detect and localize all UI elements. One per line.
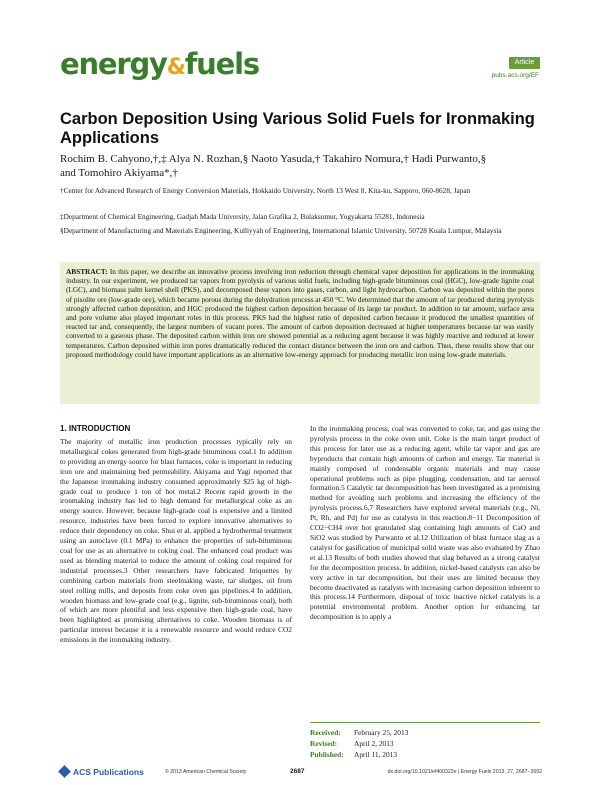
- body-column-right: In the ironmaking process, coal was converted to coke, tar, and gas using the pyrolysis process in the coke oven unit. Coke is the main target product of this process for later use as a reducing agent, while tar vapor and gas are byproducts that contain high amounts of carbon and energy. Tar material is mainly composed of condensable organic materials and may cause operational problems such as pipe plugging, condensation, and tar aerosol formation.5 Catalytic tar decomposition has been investigated as a promising method for avoiding such problems and increasing the efficiency of the pyrolysis process.6,7 Researchers have explored several materials (e.g., Ni, Pt, Rh, and Pd) for use as catalysts in this reaction.8−11 Decomposition of CO2−CH4 over hot granulated slag containing high amounts of CaO and SiO2 was studied by Purwanto et al.12 Utilization of blast furnace slag as a catalyst for gasification of municipal solid waste was also evaluated by Zhao et al.13 Results of both studies showed that slag behaved as a strong catalyst for the decomposition process. In addition, nickel-based catalysts can also be very active in tar decomposition, but their uses are limited because they become deactivated as catalysts with increasing carbon deposition inherent to this process.14 Furthermore, disposal of toxic inactive nickel catalysts is a potential environmental problem. Another option for enhancing tar decomposition is to apply a: [310, 424, 540, 622]
- date-published: Published: April 11, 2013: [310, 750, 398, 759]
- journal-url-link[interactable]: pubs.acs.org/EF: [491, 72, 539, 79]
- affiliation-3: §Department of Manufacturing and Materials Engineering, Kulliyyah of Engineering, International Islamic University, 50728 Kuala Lumpur, Malaysia: [60, 226, 502, 235]
- copyright-notice: © 2013 American Chemical Society: [165, 769, 247, 775]
- affiliation-1: †Center for Advanced Research of Energy Conversion Materials, Hokkaido University, North 13 West 8, Kita-ku, Sapporo, 060-8628, Japan: [60, 186, 471, 195]
- date-received: Received: February 25, 2013: [310, 728, 409, 737]
- author-line-2: and Tomohiro Akiyama*,†: [60, 167, 178, 179]
- body-column-left: The majority of metallic iron production processes typically rely on metallurgical cokes generated from high-grade bituminous coal.1 In addition to providing an energy source for blast furnaces, coke is important in reducing iron ore and maintaining bed permeability. Akiyama and Yagi reported that the Japanese ironmaking industry consumed approximately $25 kg of high-grade coal to produce 1 ton of hot metal.2 Recent rapid growth in the ironmaking industry has led to high demand for metallurgical coke as an energy source. However, because high-grade coal is expensive and a limited resource, industries have been forced to explore innovative alternatives to reduce their dependency on coke. Shui et al. applied a hydrothermal treatment using an autoclave (0.1 MPa) to enhance the properties of sub-bituminous coal for use as an alternative to coking coal. The enhanced coal product was used as blending material to reduce the amount of coking coal required for industrial processes.3 Other researchers have fabricated briquettes by combining carbon materials from steelmaking waste, tar sludges, oil from steel rolling mills, and deposits from coke oven gas pipelines.4 In addition, wooden biomass and low-grade coal (e.g., lignite, sub-bituminous coal), both of which are more plentiful and less expensive then high-grade coal, have been highlighted as promising alternatives to coke. Wooden biomass is of particular interest because it is a renewable resource and would reduce CO2 emissions in the ironmaking industry.: [60, 437, 292, 645]
- logo-ampersand: &: [166, 55, 185, 80]
- abstract-label: ABSTRACT:: [66, 267, 108, 276]
- author-line-1: Rochim B. Cahyono,†,‡ Alya N. Rozhan,§ Naoto Yasuda,† Takahiro Nomura,† Hadi Purwanto,§: [60, 153, 487, 165]
- date-revised: Revised: April 2, 2013: [310, 739, 394, 748]
- paper-title: Carbon Deposition Using Various Solid Fuels for Ironmaking Applications: [60, 110, 535, 147]
- abstract-text: In this paper, we describe an innovative process involving iron reduction through chemical vapor deposition for applications in the ironmaking industry. In our experiment, we produced tar vapors from pyrolysis of various solid fuels, including high-grade bituminous coal (HGC), low-grade lignite coal (LGC), and biomass palm kernel shell (PKS), and decomposed these vapors into gases, carbon, and light hydrocarbon. Carbon was deposited within the pores of pisolite ore (low-grade ore), which became porous during the dehydration process at 450 °C. We determined that the amount of tar produced during pyrolysis strongly affected carbon deposition, and HGC produced the highest carbon deposition because of its large tar product. In addition to tar amount, surface area and pore volume also played important roles in this process. PKS had the highest ratio of deposited carbon because it produced the smallest quantities of reacted tar and, consequently, the largest numbers of vacant pores. The amount of carbon deposition decreased at higher temperatures because tar was easily converted to a gaseous phase. The deposited carbon within iron ore showed potential as a reducing agent because it was highly reactive and reduced at lower temperatures. Carbon deposited within iron pores dramatically reduced the contact distance between the iron ore and carbon. Thus, these results show that our proposed methodology could have important applications as an alternative low-energy approach for producing metallic iron using low-grade materials.: [66, 267, 534, 359]
- page-number: 2687: [290, 768, 305, 775]
- article-type-badge: Article: [509, 57, 540, 69]
- section-heading-introduction: 1. INTRODUCTION: [60, 424, 131, 433]
- affiliation-2: ‡Department of Chemical Engineering, Gadjah Mada University, Jalan Grafika 2, Bulaksumur, Yogyakarta 55281, Indonesia: [60, 212, 425, 221]
- publication-dates: [310, 722, 540, 760]
- acs-hexagon-icon: [58, 765, 71, 778]
- publisher-logo: ACS Publications: [60, 767, 144, 777]
- logo-fuels: fuels: [184, 47, 259, 81]
- doi-citation-link[interactable]: dx.doi.org/10.1021/ef400322e | Energy Fuels 2013, 27, 2687−2692: [387, 769, 542, 775]
- abstract-box: [60, 262, 540, 404]
- logo-energy: energy: [60, 47, 167, 81]
- author-list: [60, 152, 540, 180]
- journal-logo: [60, 47, 259, 81]
